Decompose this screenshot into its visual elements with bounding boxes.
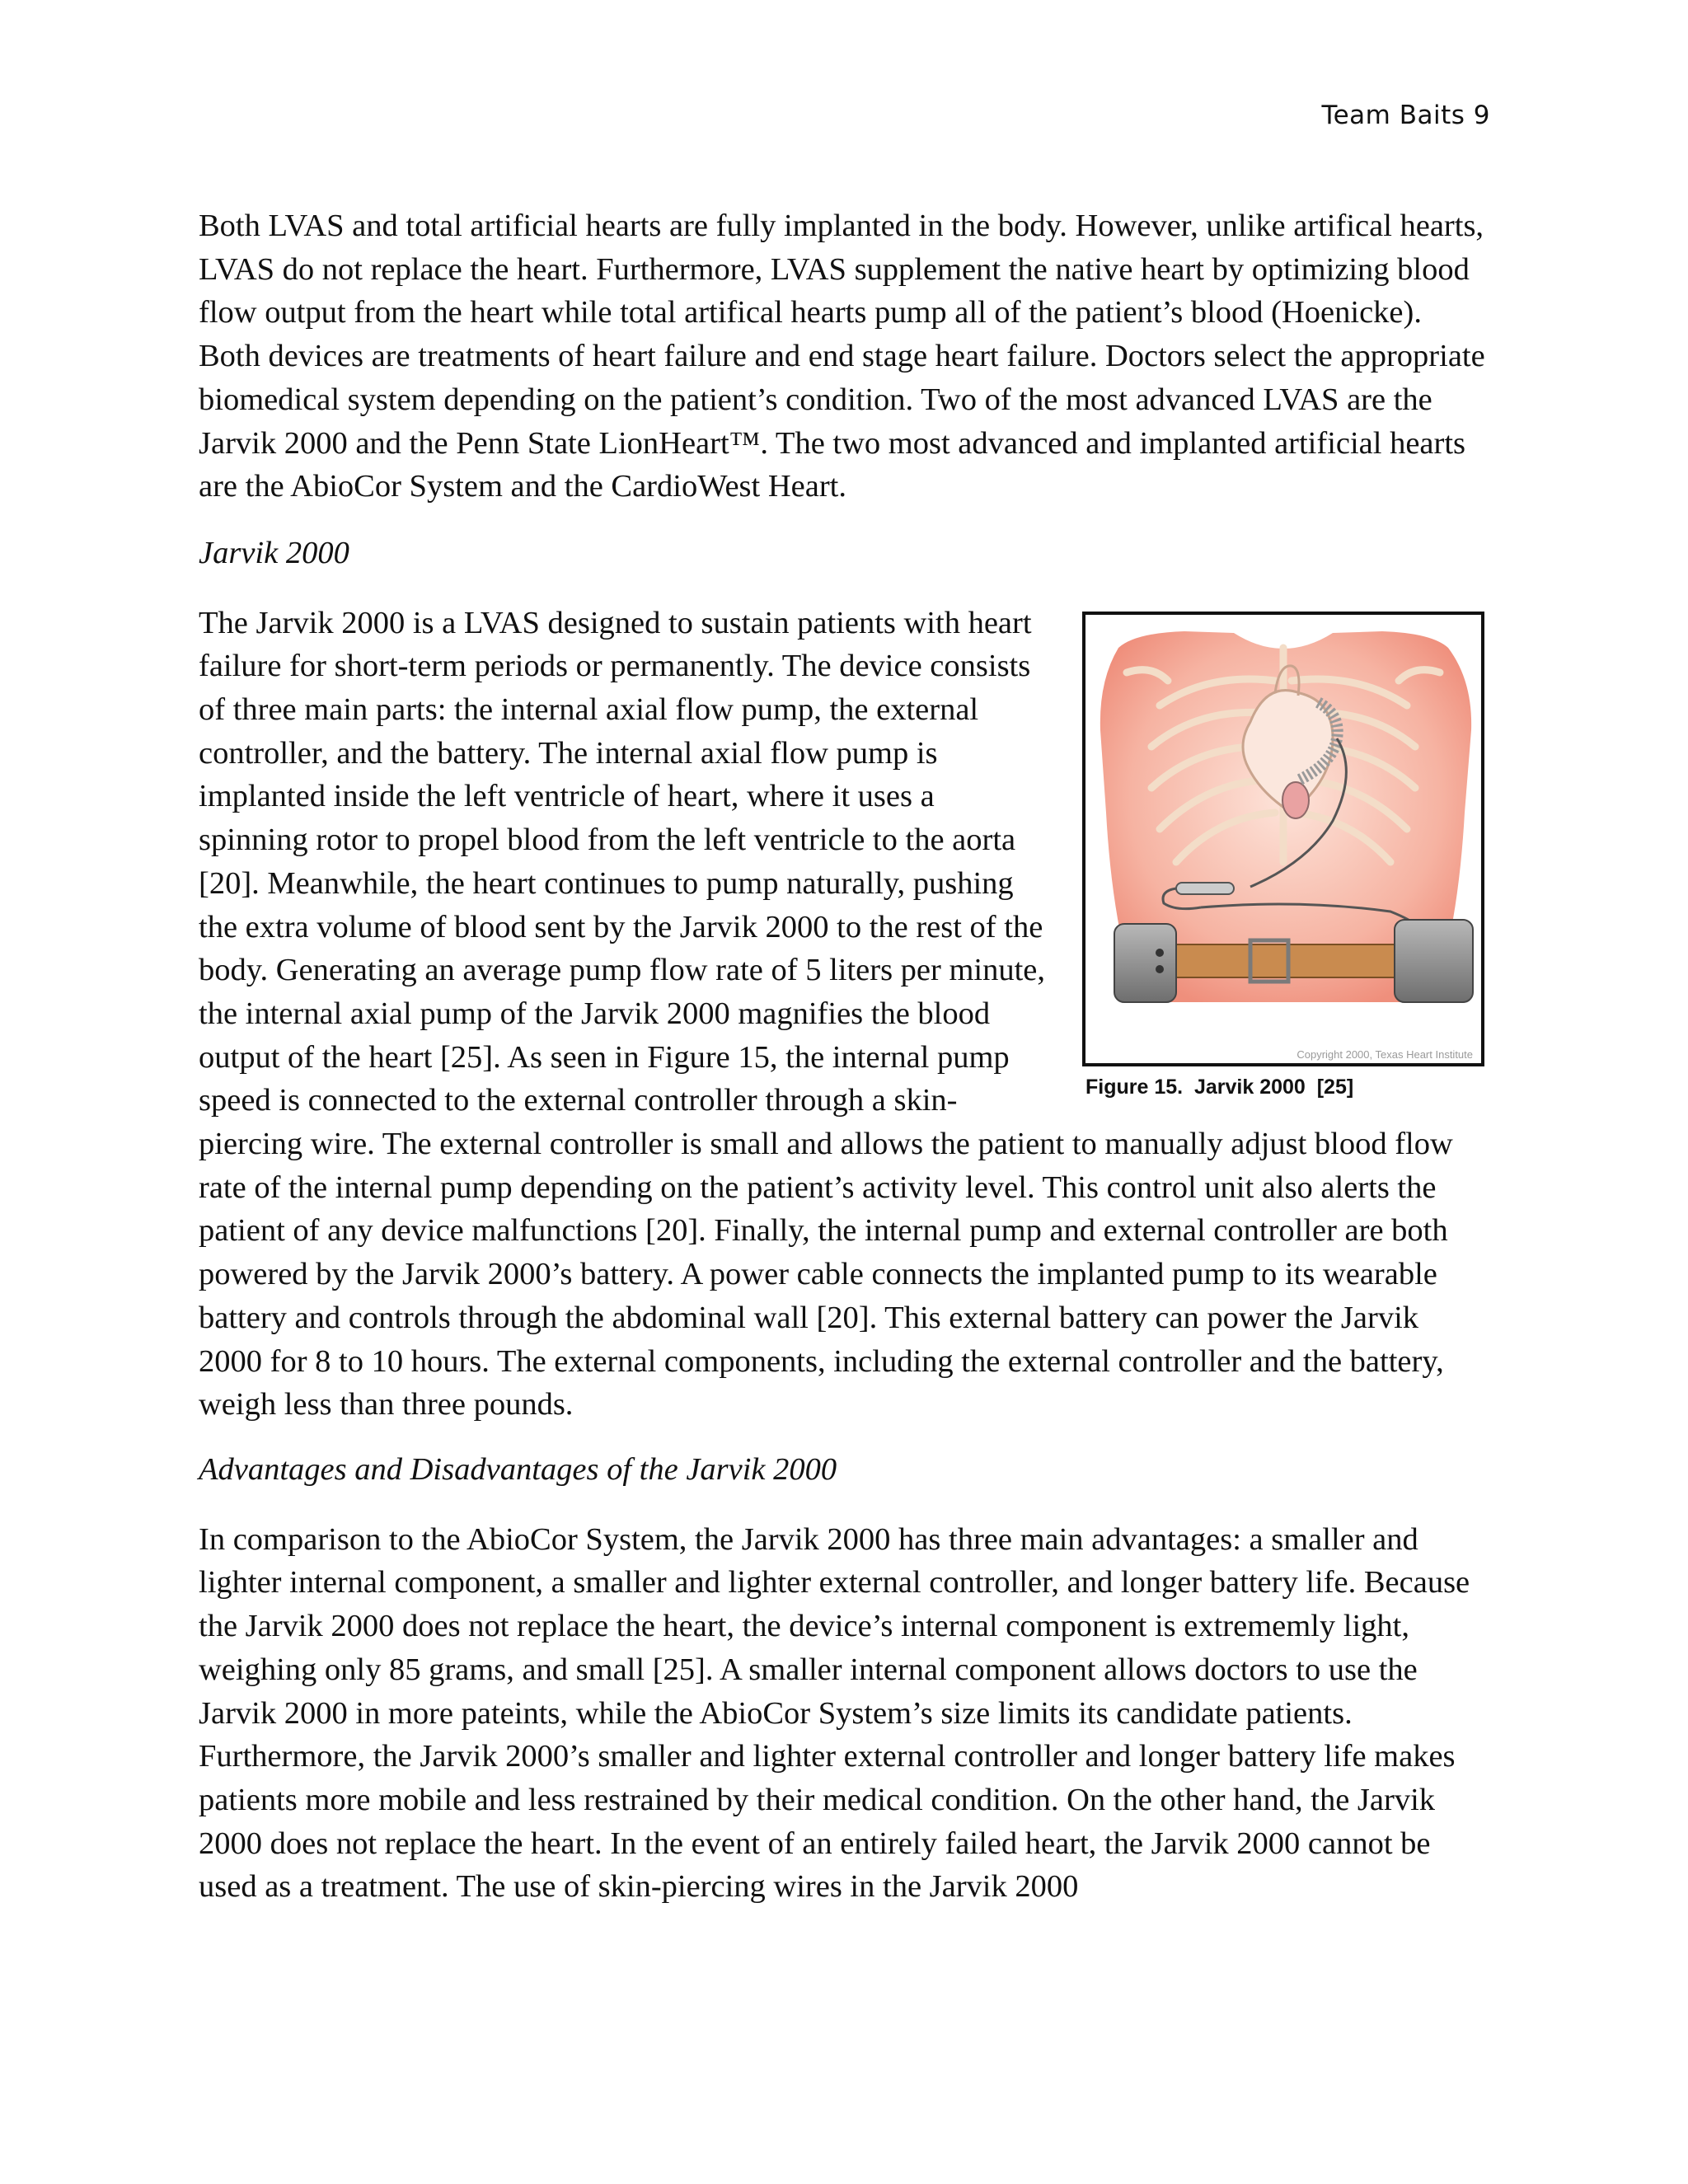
figure-frame [1082, 612, 1484, 1066]
pump-shape [1282, 782, 1309, 818]
figure-caption: Figure 15. Jarvik 2000 [25] [1085, 1075, 1354, 1099]
jarvik-illustration [1085, 615, 1481, 1063]
running-head: Team Baits 9 [1321, 101, 1490, 130]
battery-shape [1395, 920, 1473, 1002]
section-heading-advantages: Advantages and Disadvantages of the Jarvik 2000 [199, 1451, 837, 1487]
document-body [199, 204, 1486, 1909]
advantages-paragraph: In comparison to the AbioCor System, the Jarvik 2000 has three main advantages: a smaller and lighter internal component, a smaller and lighter external controller, and longer battery life. Because the Jarvik 2000 does not replace the heart, the device’s internal component is extrememly light, weighing only 85 grams, and small [25]. A smaller internal component allows doctors to use the Jarvik 2000 in more pateints, while the AbioCor System’s size limits its candidate patients. Furthermore, the Jarvik 2000’s smaller and lighter external controller and longer battery life makes patients more mobile and less restrained by their medical condition. On the other hand, the Jarvik 2000 does not replace the heart. In the event of an entirely failed heart, the Jarvik 2000 cannot be used as a treatment. The use of skin-piercing wires in the Jarvik 2000 [199, 1521, 1470, 1905]
section-heading-jarvik: Jarvik 2000 [199, 535, 349, 570]
jarvik-section [199, 602, 1486, 1427]
jarvik-paragraph: The Jarvik 2000 is a LVAS designed to sustain patients with heart failure for short-term periods or permanently. The device consists of three main parts: the internal axial flow pump, the external controller, and the battery. The internal axial flow pump is implanted inside the left ventricle of heart, where it uses a spinning rotor to propel blood from the left ventricle to the aorta [20]. Meanwhile, the heart continues to pump naturally, pushing the extra volume of blood sent by the Jarvik 2000 to the rest of the body. Generating an average pump flow rate of 5 liters per minute, the internal axial pump of the Jarvik 2000 magnifies the blood output of the heart [25]. As seen in Figure 15, the internal pump speed is connected to the external controller through a skin-piercing wire. The external controller is small and allows the patient to manually adjust blood flow rate of the internal pump depending on the patient’s activity level. This control unit also alerts the patient of any device malfunctions [20]. Finally, the internal pump and external controller are both powered by the Jarvik 2000’s battery. A power cable connects the implanted pump to its wearable battery and controls through the abdominal wall [20]. This external battery can power the Jarvik 2000 for 8 to 10 hours. The external components, including the external controller and the battery, weigh less than three pounds. [199, 605, 1453, 1422]
figure-copyright: Copyright 2000, Texas Heart Institute [1296, 1047, 1473, 1061]
controller-shape [1114, 924, 1176, 1002]
intro-paragraph: Both LVAS and total artificial hearts are fully implanted in the body. However, unlike artifical hearts, LVAS do not replace the heart. Furthermore, LVAS supplement the native heart by optimizing blood flow output from the heart while total artifical hearts pump all of the patient’s blood (Hoenicke). Both devices are treatments of heart failure and end stage heart failure. Doctors select the appropriate biomedical system depending on the patient’s condition. Two of the most advanced LVAS are the Jarvik 2000 and the Penn State LionHeart™. The two most advanced and implanted artificial hearts are the AbioCor System and the CardioWest Heart. [199, 209, 1485, 504]
figure-15 [1082, 612, 1494, 1099]
